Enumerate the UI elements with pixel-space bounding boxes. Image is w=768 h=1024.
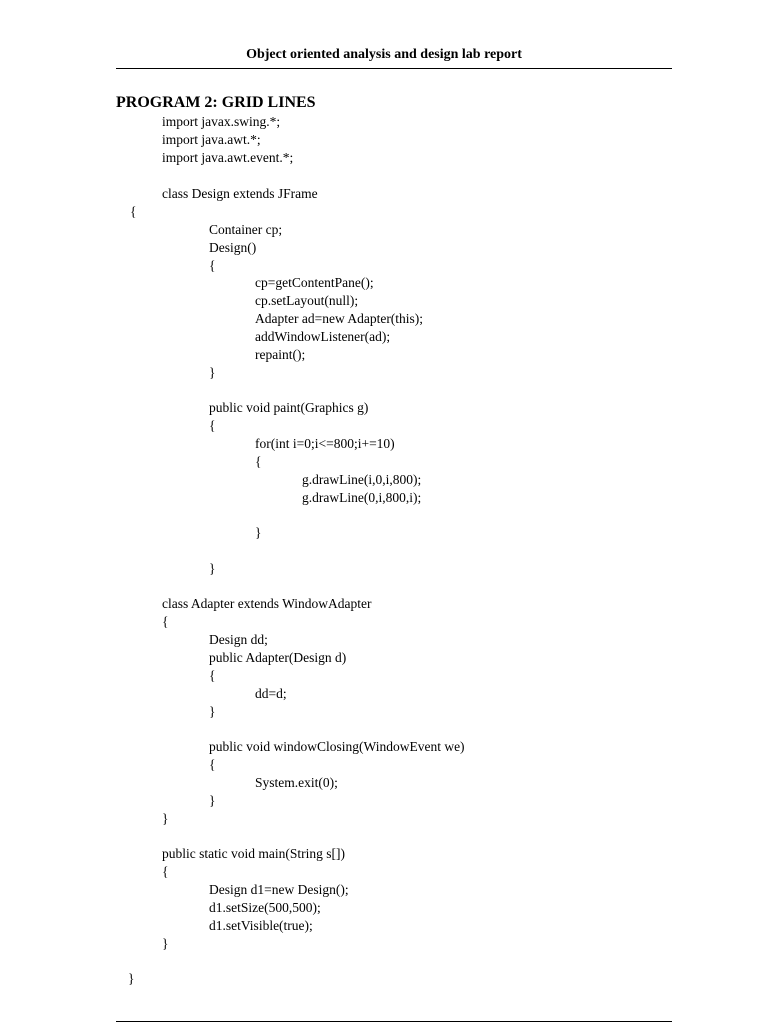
code-line: d1.setVisible(true); [209,918,313,933]
code-line: dd=d; [255,686,287,701]
code-line: public void paint(Graphics g) [209,400,369,415]
code-line: { [130,204,137,219]
code-line: g.drawLine(i,0,i,800); [302,472,422,487]
code-line: { [162,864,169,879]
code-line: import java.awt.*; [162,132,261,147]
code-line: import javax.swing.*; [162,114,281,129]
code-line: } [162,936,169,951]
code-line: public static void main(String s[]) [162,846,345,861]
code-line: } [128,971,135,986]
code-line: public void windowClosing(WindowEvent we) [209,739,465,754]
code-line: } [255,525,262,540]
code-line: } [162,811,169,826]
code-line: cp=getContentPane(); [255,275,374,290]
code-line: { [255,454,262,469]
footer-rule [116,1021,672,1022]
code-line: { [209,757,216,772]
code-line: class Adapter extends WindowAdapter [162,596,372,611]
code-line: } [209,561,216,576]
code-line: Design dd; [209,632,268,647]
code-line: } [209,704,216,719]
code-line: public Adapter(Design d) [209,650,347,665]
code-line: } [209,365,216,380]
code-line: import java.awt.event.*; [162,150,294,165]
code-line: g.drawLine(0,i,800,i); [302,490,422,505]
code-line: { [209,668,216,683]
code-line: System.exit(0); [255,775,338,790]
code-line: Design() [209,240,257,255]
code-line: Adapter ad=new Adapter(this); [255,311,424,326]
code-line: } [209,793,216,808]
code-line: for(int i=0;i<=800;i+=10) [255,436,395,451]
code-line: { [209,258,216,273]
code-line: d1.setSize(500,500); [209,900,321,915]
code-line: cp.setLayout(null); [255,293,359,308]
code-line: { [209,418,216,433]
code-line: { [162,614,169,629]
code-line: repaint(); [255,347,306,362]
code-line: addWindowListener(ad); [255,329,391,344]
code-line: Container cp; [209,222,283,237]
code-line: Design d1=new Design(); [209,882,349,897]
code-line: class Design extends JFrame [162,186,318,201]
program-heading: PROGRAM 2: GRID LINES [116,94,316,111]
page-header-title: Object oriented analysis and design lab report [246,47,522,62]
